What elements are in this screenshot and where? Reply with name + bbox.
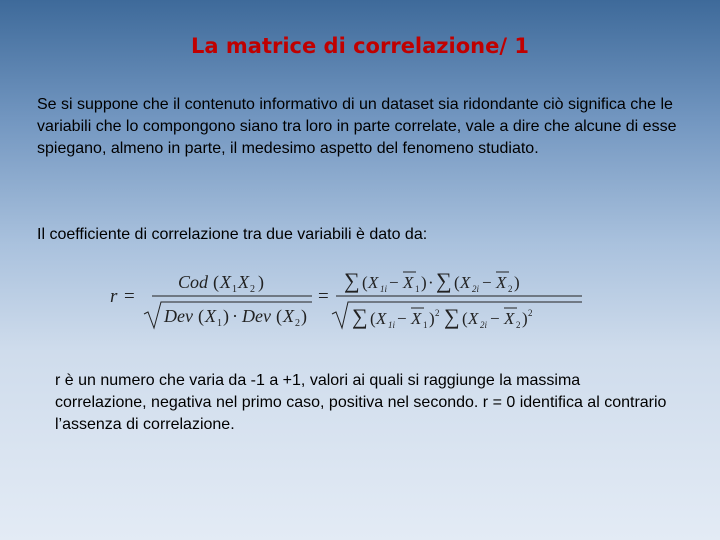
svg-text:=: = (124, 286, 135, 307)
svg-text:1i: 1i (380, 284, 388, 294)
correlation-formula (108, 262, 588, 334)
svg-text:−: − (482, 273, 492, 292)
svg-text:(: ( (198, 306, 204, 326)
range-explanation-paragraph: r è un numero che varia da -1 a +1, valori ai quali si raggiunge la massima correlazione, negativa nel primo caso, positiva nel secondo. r = 0 identifica al contrario l’assenza di correlazione. (55, 372, 667, 433)
svg-text:): ) (421, 273, 427, 292)
svg-text:−: − (490, 309, 500, 328)
svg-text:X: X (403, 273, 414, 292)
svg-text:(: ( (454, 273, 460, 292)
svg-text:(: ( (362, 273, 368, 292)
svg-text:−: − (389, 273, 399, 292)
svg-text:1i: 1i (388, 320, 396, 330)
svg-text:(: ( (276, 306, 282, 326)
svg-text:X: X (220, 272, 231, 292)
svg-text:X: X (504, 309, 515, 328)
svg-text:(: ( (462, 309, 468, 328)
svg-text:2: 2 (508, 284, 513, 294)
svg-text:X: X (376, 309, 387, 328)
svg-text:1: 1 (217, 318, 222, 329)
svg-text:2: 2 (516, 320, 521, 330)
svg-text:·: · (428, 273, 434, 292)
svg-text:(: ( (213, 272, 219, 292)
svg-text:): ) (223, 306, 229, 326)
svg-text:Dev: Dev (242, 306, 271, 326)
svg-text:∑: ∑ (436, 268, 452, 293)
svg-text:1: 1 (415, 284, 420, 294)
svg-text:X: X (468, 309, 479, 328)
svg-text:2: 2 (250, 284, 255, 295)
svg-text:X: X (496, 273, 507, 292)
svg-text:2i: 2i (472, 284, 480, 294)
svg-text:): ) (301, 306, 307, 326)
formula-intro-text: Il coefficiente di correlazione tra due variabili è dato da: (37, 226, 428, 243)
intro-paragraph: Se si suppone che il contenuto informativo di un dataset sia ridondante ciò significa che le variabili che lo compongono siano tra loro in parte correlate, vale a dire che alcune di esse spiegano, almeno in parte, il medesimo aspetto del fenomeno studiato. (37, 96, 677, 157)
svg-text:X: X (411, 309, 422, 328)
svg-text:X: X (205, 306, 216, 326)
svg-text:Dev: Dev (164, 306, 193, 326)
svg-text:∑: ∑ (344, 268, 360, 293)
svg-text:): ) (429, 309, 435, 328)
svg-text:r: r (110, 286, 118, 307)
svg-text:): ) (514, 273, 520, 292)
slide-title: La matrice di correlazione/ 1 (191, 34, 529, 58)
svg-text:∑: ∑ (352, 304, 368, 329)
svg-text:): ) (258, 272, 264, 292)
svg-text:X: X (283, 306, 294, 326)
svg-text:): ) (522, 309, 528, 328)
svg-text:2i: 2i (480, 320, 488, 330)
svg-text:∑: ∑ (444, 304, 460, 329)
svg-text:2: 2 (435, 308, 440, 318)
svg-text:·: · (232, 306, 238, 326)
svg-text:1: 1 (423, 320, 428, 330)
svg-text:−: − (397, 309, 407, 328)
svg-text:1: 1 (232, 284, 237, 295)
svg-text:X: X (368, 273, 379, 292)
svg-text:X: X (238, 272, 249, 292)
svg-text:(: ( (370, 309, 376, 328)
svg-text:Cod: Cod (178, 272, 209, 292)
svg-text:=: = (318, 286, 329, 307)
svg-text:2: 2 (295, 318, 300, 329)
svg-text:X: X (460, 273, 471, 292)
svg-text:2: 2 (528, 308, 533, 318)
